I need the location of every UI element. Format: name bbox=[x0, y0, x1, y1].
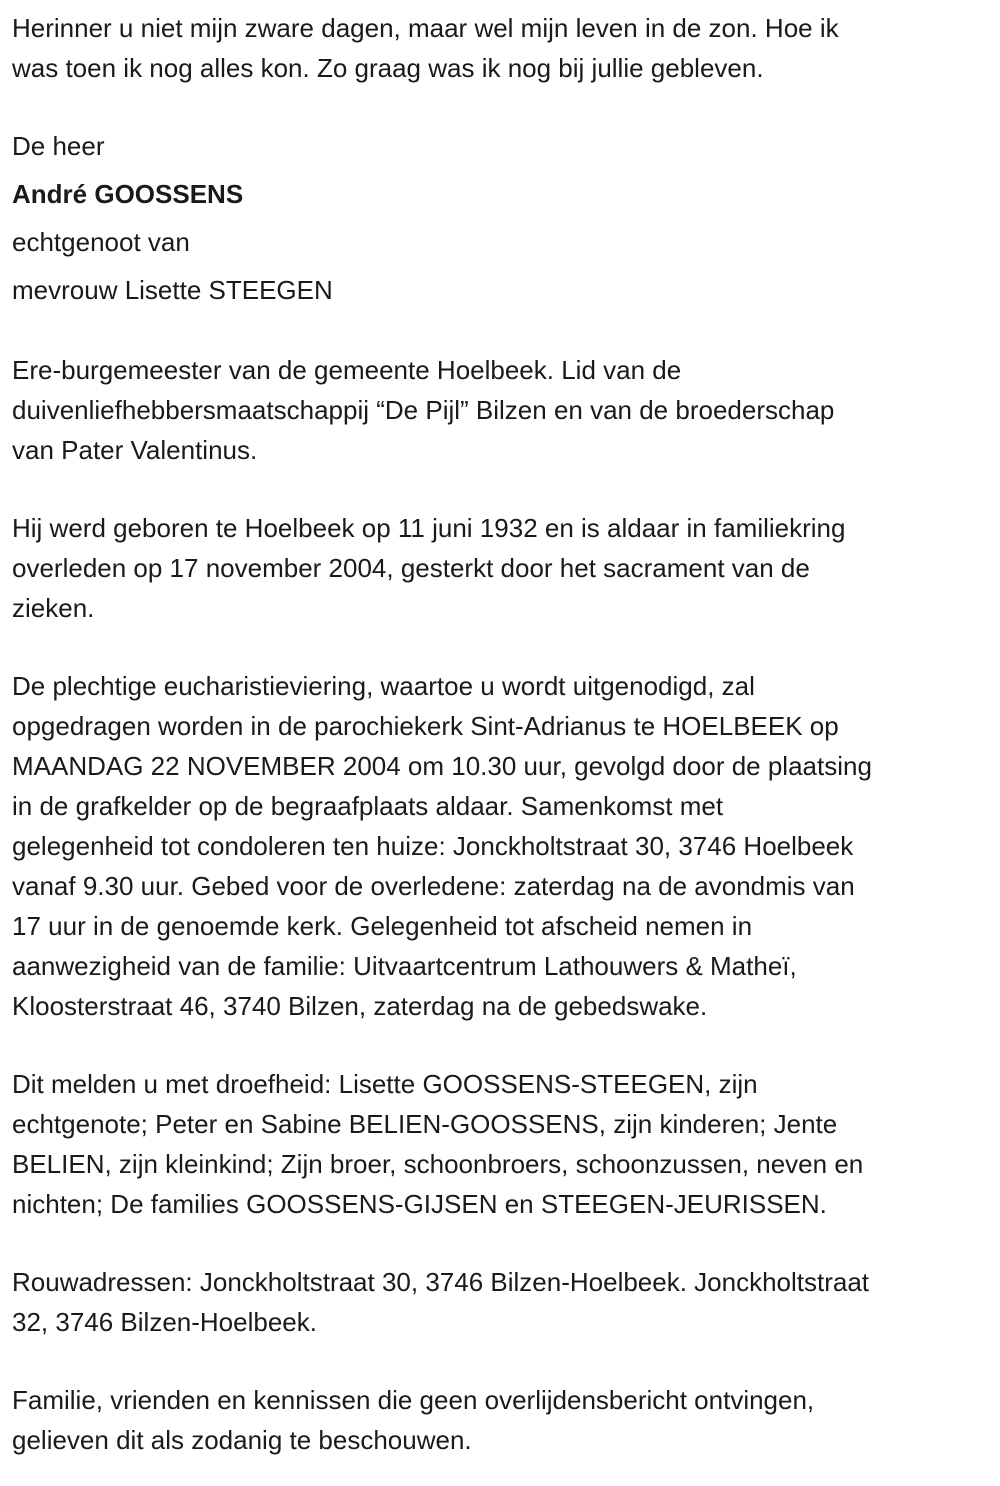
text-line: zieken. bbox=[12, 593, 95, 623]
text-line: aanwezigheid van de familie: Uitvaartcentrum Lathouwers & Matheï, bbox=[12, 951, 797, 981]
condolence-address-paragraph bbox=[12, 1262, 1000, 1342]
text-line: vanaf 9.30 uur. Gebed voor de overledene: zaterdag na de avondmis van bbox=[12, 871, 855, 901]
closing-paragraph bbox=[12, 1380, 1000, 1460]
honorific: De heer bbox=[12, 131, 105, 161]
text-line: in de grafkelder op de begraafplaats aldaar. Samenkomst met bbox=[12, 791, 724, 821]
birth-death-paragraph bbox=[12, 508, 1000, 628]
text-line: MAANDAG 22 NOVEMBER 2004 om 10.30 uur, gevolgd door de plaatsing bbox=[12, 751, 872, 781]
relation: echtgenoot van bbox=[12, 227, 190, 257]
text-line: van Pater Valentinus. bbox=[12, 435, 258, 465]
text-line: nichten; De families GOOSSENS-GIJSEN en STEEGEN-JEURISSEN. bbox=[12, 1189, 827, 1219]
text-line: gelegenheid tot condoleren ten huize: Jonckholtstraat 30, 3746 Hoelbeek bbox=[12, 831, 854, 861]
text-line: Ere-burgemeester van de gemeente Hoelbeek. Lid van de bbox=[12, 355, 682, 385]
family-paragraph bbox=[12, 1064, 1000, 1224]
text-line: BELIEN, zijn kleinkind; Zijn broer, schoonbroers, schoonzussen, neven en bbox=[12, 1149, 864, 1179]
funeral-details-paragraph bbox=[12, 666, 1000, 1026]
text-line: echtgenote; Peter en Sabine BELIEN-GOOSSENS, zijn kinderen; Jente bbox=[12, 1109, 838, 1139]
text-line: gelieven dit als zodanig te beschouwen. bbox=[12, 1425, 472, 1455]
titles-paragraph bbox=[12, 350, 1000, 470]
text-line: Hij werd geboren te Hoelbeek op 11 juni 1932 en is aldaar in familiekring bbox=[12, 513, 846, 543]
text-line: Rouwadressen: Jonckholtstraat 30, 3746 Bilzen-Hoelbeek. Jonckholtstraat bbox=[12, 1267, 870, 1297]
text-line: Kloosterstraat 46, 3740 Bilzen, zaterdag na de gebedswake. bbox=[12, 991, 708, 1021]
text-line: 17 uur in de genoemde kerk. Gelegenheid tot afscheid nemen in bbox=[12, 911, 753, 941]
text-line: was toen ik nog alles kon. Zo graag was ik nog bij jullie gebleven. bbox=[12, 53, 764, 83]
text-line: Dit melden u met droefheid: Lisette GOOSSENS-STEEGEN, zijn bbox=[12, 1069, 758, 1099]
intro-verse bbox=[12, 8, 1000, 88]
deceased-name: André GOOSSENS bbox=[12, 179, 244, 209]
text-line: Familie, vrienden en kennissen die geen overlijdensbericht ontvingen, bbox=[12, 1385, 815, 1415]
text-line: De plechtige eucharistieviering, waartoe u wordt uitgenodigd, zal bbox=[12, 671, 755, 701]
text-line: opgedragen worden in de parochiekerk Sint-Adrianus te HOELBEEK op bbox=[12, 711, 839, 741]
spouse-name: mevrouw Lisette STEEGEN bbox=[12, 275, 333, 305]
text-line: Herinner u niet mijn zware dagen, maar wel mijn leven in de zon. Hoe ik bbox=[12, 13, 839, 43]
name-block bbox=[12, 122, 1000, 314]
text-line: duivenliefhebbersmaatschappij “De Pijl” Bilzen en van de broederschap bbox=[12, 395, 835, 425]
text-line: overleden op 17 november 2004, gesterkt door het sacrament van de bbox=[12, 553, 810, 583]
text-line: 32, 3746 Bilzen-Hoelbeek. bbox=[12, 1307, 317, 1337]
